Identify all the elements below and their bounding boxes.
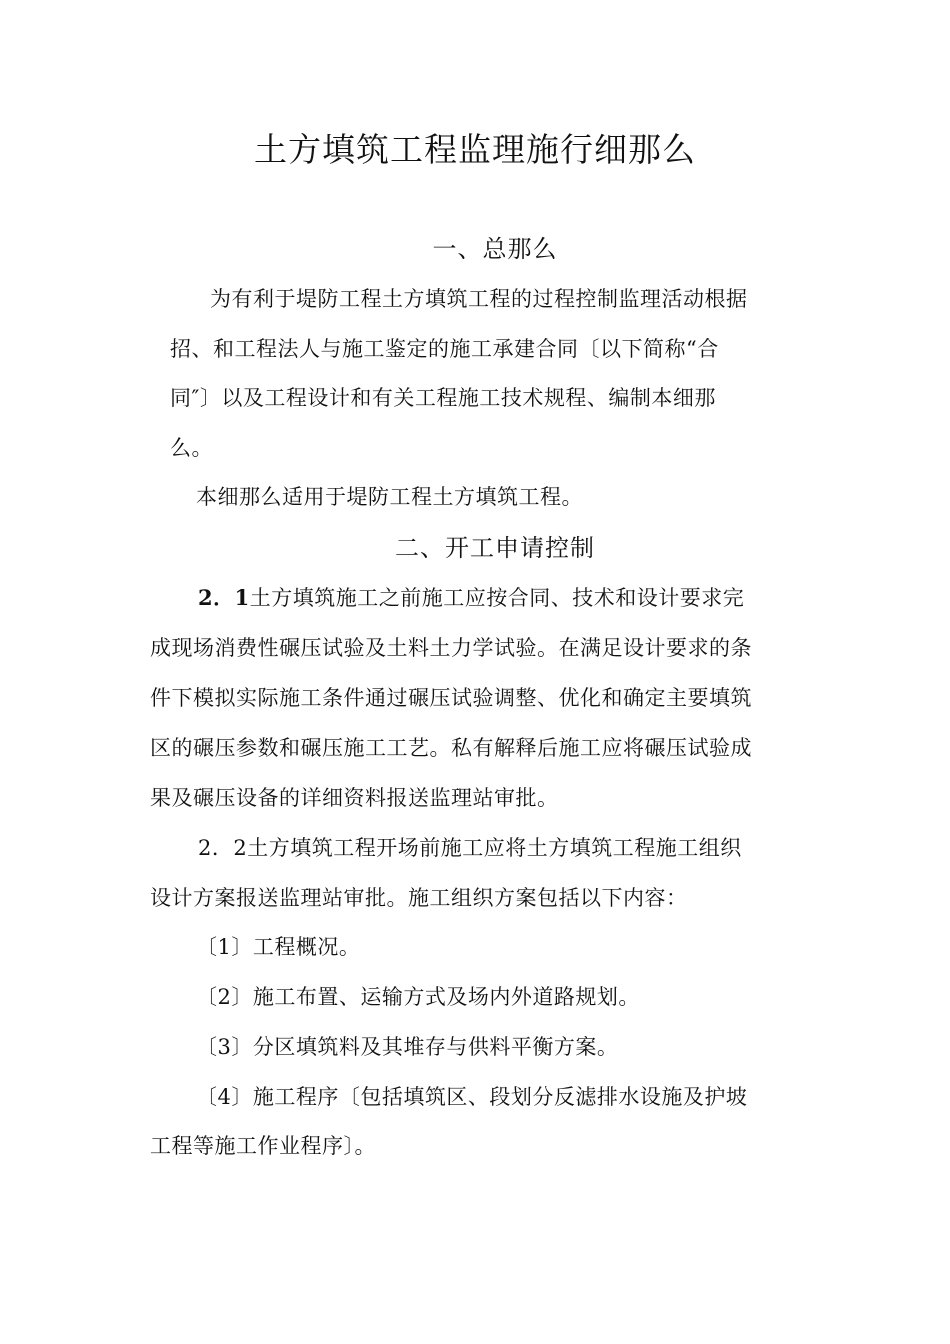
paragraph-line: 同″〕以及工程设计和有关工程施工技术规程、编制本细那 — [170, 386, 716, 410]
list-item: 〔2〕施工布置、运输方式及场内外道路规划。 — [196, 985, 640, 1009]
paragraph-line: 招、和工程法人与施工鉴定的施工承建合同〔以下简称“合 — [170, 337, 719, 361]
paragraph-line: 为有利于堤防工程土方填筑工程的过程控制监理活动根据 — [210, 287, 748, 311]
list-item-continuation: 工程等施工作业程序〕。 — [150, 1134, 376, 1158]
document-title: 土方填筑工程监理施行细那么 — [254, 130, 696, 169]
item-2-2-line: 2．2土方填筑工程开场前施工应将土方填筑工程施工组织 — [198, 836, 742, 860]
paragraph-scope: 本细那么适用于堤防工程土方填筑工程。 — [196, 485, 583, 509]
paragraph-line: 区的碾压参数和碾压施工工艺。私有解释后施工应将碾压试验成 — [150, 736, 752, 760]
paragraph-line: 土方填筑施工之前施工应按合同、技术和设计要求完 — [249, 586, 745, 610]
paragraph-line: 件下模拟实际施工条件通过碾压试验调整、优化和确定主要填筑 — [150, 686, 752, 710]
paragraph-line: 果及碾压设备的详细资料报送监理站审批。 — [150, 786, 559, 810]
paragraph-line: 设计方案报送监理站审批。施工组织方案包括以下内容： — [150, 886, 688, 910]
item-2-1-number: 2．1 — [198, 585, 250, 610]
paragraph-line: 成现场消费性碾压试验及土料土力学试验。在满足设计要求的条 — [150, 636, 752, 660]
list-item: 〔1〕工程概况。 — [196, 935, 361, 959]
list-item: 〔4〕施工程序〔包括填筑区、段划分反滤排水设施及护坡 — [196, 1085, 748, 1109]
list-item: 〔3〕分区填筑料及其堆存与供料平衡方案。 — [196, 1035, 619, 1059]
section-heading-start-control: 二、开工申请控制 — [395, 534, 595, 562]
paragraph-line: 么。 — [170, 436, 213, 460]
item-2-1-first-line — [198, 583, 744, 613]
section-heading-general: 一、总那么 — [432, 235, 558, 263]
